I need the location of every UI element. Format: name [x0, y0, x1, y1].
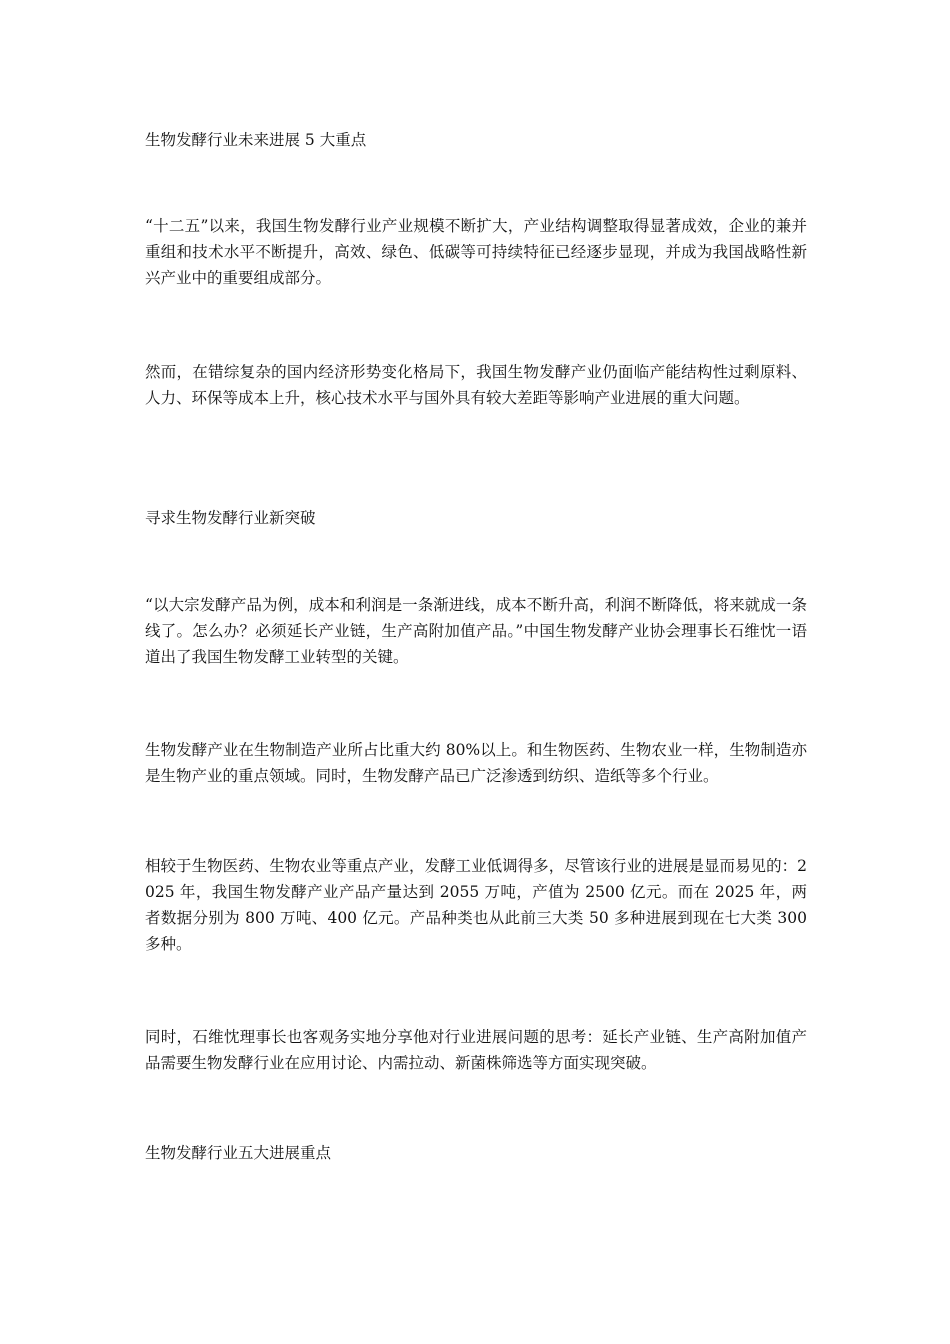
- paragraph-4: 生物发酵产业在生物制造产业所占比重大约 80%以上。和生物医药、生物农业一样，生物制造亦是生物产业的重点领域。同时，生物发酵产品已广泛渗透到纺织、造纸等多个行业。: [145, 741, 807, 785]
- section-heading-breakthrough: 寻求生物发酵行业新突破: [145, 509, 316, 527]
- paragraph-6: 同时，石维忱理事长也客观务实地分享他对行业进展问题的思考：延长产业链、生产高附加值产品需要生物发酵行业在应用讨论、内需拉动、新菌株筛选等方面实现突破。: [145, 1028, 807, 1072]
- section-heading-five-priorities: 生物发酵行业五大进展重点: [145, 1144, 332, 1162]
- paragraph-3: “以大宗发酵产品为例，成本和利润是一条渐进线，成本不断升高，利润不断降低，将来就成一条线了。怎么办？必须延长产业链，生产高附加值产品。”中国生物发酵产业协会理事长石维忱一语道出了我国生物发酵工业转型的关键。: [145, 596, 807, 666]
- paragraph-2: 然而，在错综复杂的国内经济形势变化格局下，我国生物发酵产业仍面临产能结构性过剩原料、人力、环保等成本上升，核心技术水平与国外具有较大差距等影响产业进展的重大问题。: [145, 363, 807, 407]
- paragraph-1: “十二五”以来，我国生物发酵行业产业规模不断扩大，产业结构调整取得显著成效，企业的兼并重组和技术水平不断提升，高效、绿色、低碳等可持续特征已经逐步显现，并成为我国战略性新兴产业中的重要组成部分。: [145, 217, 807, 287]
- paragraph-5: 相较于生物医药、生物农业等重点产业，发酵工业低调得多，尽管该行业的进展是显而易见的：2025 年，我国生物发酵产业产品产量达到 2055 万吨，产值为 2500 亿元。而在 2025 年，两者数据分别为 800 万吨、400 亿元。产品种类也从此前三大类 50 多种进展到现在七大类 300 多种。: [145, 857, 807, 953]
- document-title: 生物发酵行业未来进展 5 大重点: [145, 131, 367, 149]
